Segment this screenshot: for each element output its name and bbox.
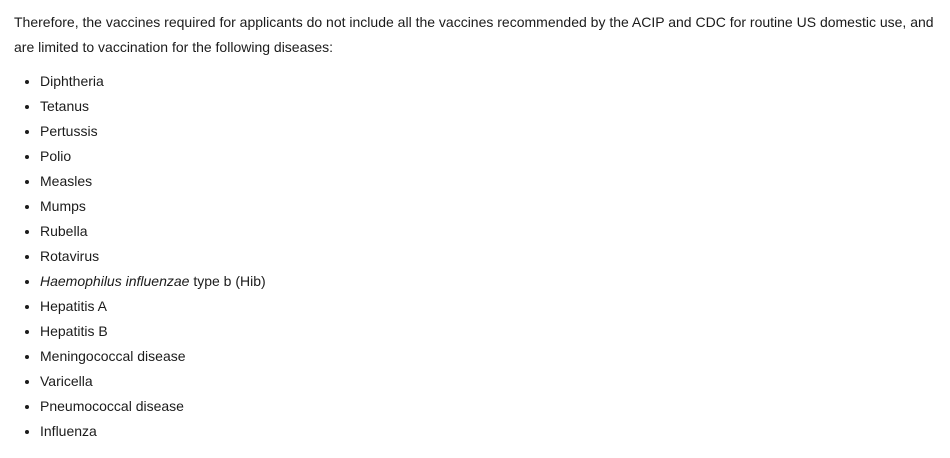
list-item-rotavirus: Rotavirus — [14, 244, 938, 269]
list-item-hepatitis-b: Hepatitis B — [14, 319, 938, 344]
hib-organism-name: Haemophilus influenzae — [40, 273, 190, 289]
list-item-rubella: Rubella — [14, 219, 938, 244]
list-item-tetanus: Tetanus — [14, 94, 938, 119]
list-item-polio: Polio — [14, 144, 938, 169]
list-item-hepatitis-a: Hepatitis A — [14, 294, 938, 319]
list-item-diphtheria: Diphtheria — [14, 69, 938, 94]
intro-paragraph: Therefore, the vaccines required for applicants do not include all the vaccines recommended by the ACIP and CDC for routine US domestic use, and are limited to vaccination for the following diseases: — [14, 14, 934, 55]
list-item-varicella: Varicella — [14, 369, 938, 394]
hib-type-label: type b (Hib) — [189, 273, 266, 289]
document-content — [0, 10, 938, 444]
list-item-pneumococcal: Pneumococcal disease — [14, 394, 938, 419]
list-item-mumps: Mumps — [14, 194, 938, 219]
disease-list — [14, 69, 938, 444]
list-item-meningococcal: Meningococcal disease — [14, 344, 938, 369]
list-item-measles: Measles — [14, 169, 938, 194]
list-item-hib — [14, 269, 938, 294]
list-item-influenza: Influenza — [14, 419, 938, 444]
list-item-pertussis: Pertussis — [14, 119, 938, 144]
